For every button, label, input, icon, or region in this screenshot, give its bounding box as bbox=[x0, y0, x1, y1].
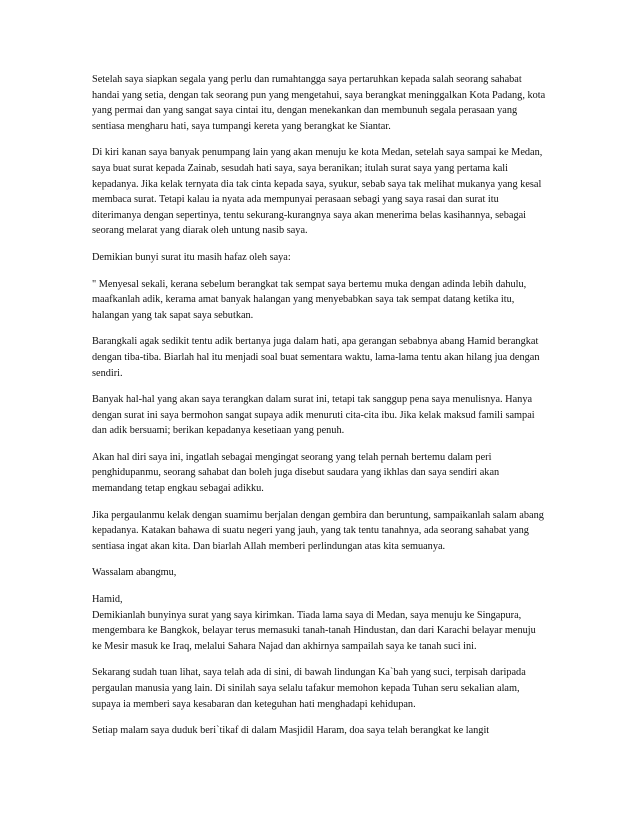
paragraph-2: Di kiri kanan saya banyak penumpang lain yang akan menuju ke kota Medan, setelah saya sampai ke Medan, saya buat surat kepada Zainab, sesudah hati saya, saya beranikan; itulah surat saya yang pertama kali kepadanya. Jika kelak ternyata dia tak cinta kepada saya, syukur, sebab saya tak melihat mukanya yang kesal membaca surat. Tetapi kalau ia nyata ada mempunyai perasaan sebagi yang saya rasai dan surat itu diterimanya dengan sepertinya, tentu sekurang-kurangnya saya akan menerima belas kasihannya, sebagai seorang melarat yang diarak oleh untung nasib saya. bbox=[92, 147, 545, 237]
paragraph-5: Barangkali agak sedikit tentu adik bertanya juga dalam hati, apa gerangan sebabnya abang Hamid berangkat dengan tiba-tiba. Biarlah hal itu menjadi soal buat sementara waktu, lama-lama tentu akan hilang jua dengan sendiri. bbox=[92, 336, 543, 379]
paragraph-10: Sekarang sudah tuan lihat, saya telah ada di sini, di bawah lindungan Ka`bah yang suci, terpisah daripada pergaulan manusia yang lain. Di sinilah saya selalu tafakur memohon kepada Tuhan seru sekalian alam, supaya ia memberi saya kesabaran dan keteguhan hati menghadapi kehidupan. bbox=[92, 667, 529, 710]
closing-line: Wassalam abangmu, bbox=[92, 567, 177, 579]
paragraph-3: Demikian bunyi surat itu masih hafaz oleh saya: bbox=[92, 251, 291, 263]
paragraph-7: Akan hal diri saya ini, ingatlah sebagai mengingat seorang yang telah pernah bertemu dalam peri penghidupanmu, seorang sahabat dan boleh juga disebut saudara yang ikhlas dan saya sendiri akan memandang tetap engkau sebagai adikku. bbox=[92, 451, 502, 495]
paragraph-8: Jika pergaulanmu kelak dengan suamimu berjalan dengan gembira dan beruntung, sampaikanlah salam abang kepadanya. Katakan bahawa di suatu negeri yang jauh, yang tak tentu tanahnya, ada seorang sahabat yang sentiasa ingat akan kita. Dan biarlah Allah memberi perlindungan atas kita semuanya. bbox=[92, 509, 547, 552]
signature-line: Hamid, bbox=[92, 594, 123, 606]
paragraph-1: Setelah saya siapkan segala yang perlu dan rumahtangga saya pertaruhkan kepada salah seorang sahabat handai yang setia, dengan tak seorang pun yang mengetahui, saya berangkat meninggalkan Kota Padang, kota yang permai dan yang sangat saya cintai itu, dengan menekankan dan membunuh segala perasaan yang sentiasa mengharu hati, saya tumpangi kereta yang berangkat ke Siantar. bbox=[92, 74, 548, 132]
document-body bbox=[92, 72, 548, 750]
paragraph-11: Setiap malam saya duduk beri`tikaf di dalam Masjidil Haram, doa saya telah berangkat ke langit bbox=[92, 725, 490, 737]
paragraph-9: Demikianlah bunyinya surat yang saya kirimkan. Tiada lama saya di Medan, saya menuju ke Singapura, mengembara ke Bangkok, belayar terus memasuki tanah-tanah Hindustan, dan dari Karachi belayar menuju ke Mesir masuk ke Iraq, melalui Sahara Najad dan akhirnya sampailah saya ke tanah suci ini. bbox=[92, 609, 539, 652]
paragraph-4: " Menyesal sekali, kerana sebelum berangkat tak sempat saya bertemu muka dengan adinda lebih dahulu, maafkanlah adik, kerama amat banyak halangan yang menyebabkan saya tak sempat datang ketika itu, halangan yang tak sapat saya sebutkan. bbox=[92, 278, 529, 321]
paragraph-6: Banyak hal-hal yang akan saya terangkan dalam surat ini, tetapi tak sanggup pena saya menulisnya. Hanya dengan surat ini saya bermohon sangat supaya adik menuruti cita-cita ibu. Jika kelak maksud famili sampai dan adik bersuami; berikan kepadanya kesetiaan yang penuh. bbox=[92, 394, 538, 437]
